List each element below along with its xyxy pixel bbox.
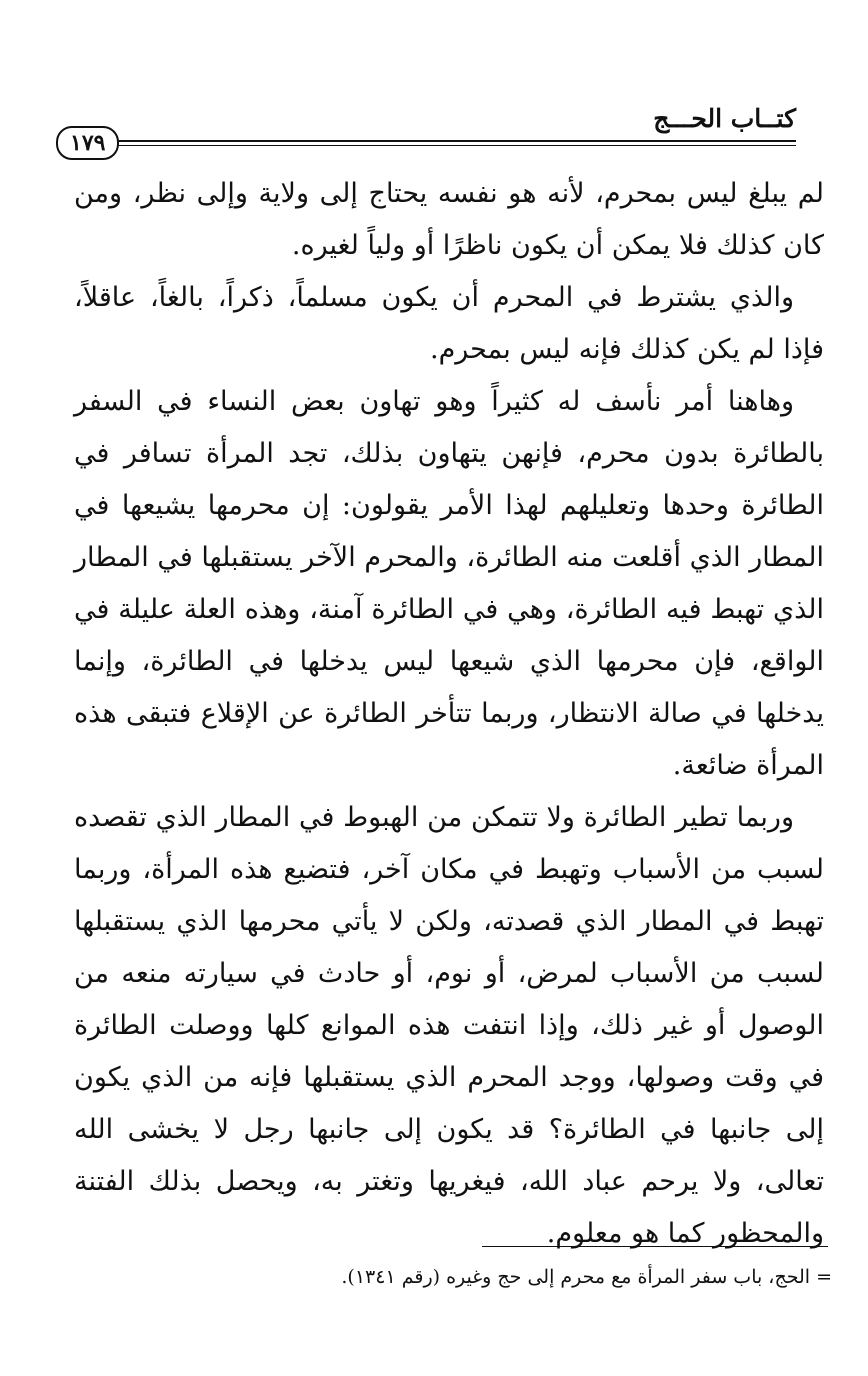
running-title: كتــاب الحـــج	[653, 104, 796, 133]
footnote-rule	[482, 1246, 828, 1247]
body-text	[74, 168, 824, 1260]
paragraph: لم يبلغ ليس بمحرم، لأنه هو نفسه يحتاج إلى ولاية وإلى نظر، ومن كان كذلك فلا يمكن أن يكون ناظرًا أو ولياً لغيره.	[74, 178, 824, 261]
header-rule	[118, 140, 796, 146]
page-header	[56, 100, 796, 158]
footnote: = الحج، باب سفر المرأة مع محرم إلى حج وغيره (رقم ١٣٤١).	[341, 1266, 832, 1288]
paragraph: وهاهنا أمر نأسف له كثيراً وهو تهاون بعض النساء في السفر بالطائرة بدون محرم، فإنهن يتهاون بذلك، تجد المرأة تسافر في الطائرة وحدها وتعليلهم لهذا الأمر يقولون: إن محرمها يشيعها في المطار الذي أقلعت منه الطائرة، والمحرم الآخر يستقبلها في المطار الذي تهبط فيه الطائرة، وهي في الطائرة آمنة، وهذه العلة عليلة في الواقع، فإن محرمها الذي شيعها ليس يدخلها في الطائرة، وإنما يدخلها في صالة الانتظار، وربما تتأخر الطائرة عن الإقلاع فتبقى هذه المرأة ضائعة.	[74, 386, 824, 781]
paragraph: وربما تطير الطائرة ولا تتمكن من الهبوط في المطار الذي تقصده لسبب من الأسباب وتهبط في مكان آخر، فتضيع هذه المرأة، وربما تهبط في المطار الذي قصدته، ولكن لا يأتي محرمها الذي يستقبلها لسبب من الأسباب لمرض، أو نوم، أو حادث في سيارته منعه من الوصول أو غير ذلك، وإذا انتفت هذه الموانع كلها ووصلت الطائرة في وقت وصولها، ووجد المحرم الذي يستقبلها فإنه من الذي يكون إلى جانبها في الطائرة؟ قد يكون إلى جانبها رجل لا يخشى الله تعالى، ولا يرحم عباد الله، فيغريها وتغتر به، ويحصل بذلك الفتنة والمحظور كما هو معلوم.	[74, 802, 824, 1249]
page-number: ١٧٩	[56, 126, 119, 160]
paragraph: والذي يشترط في المحرم أن يكون مسلماً، ذكراً، بالغاً، عاقلاً، فإذا لم يكن كذلك فإنه ليس بمحرم.	[74, 282, 824, 365]
